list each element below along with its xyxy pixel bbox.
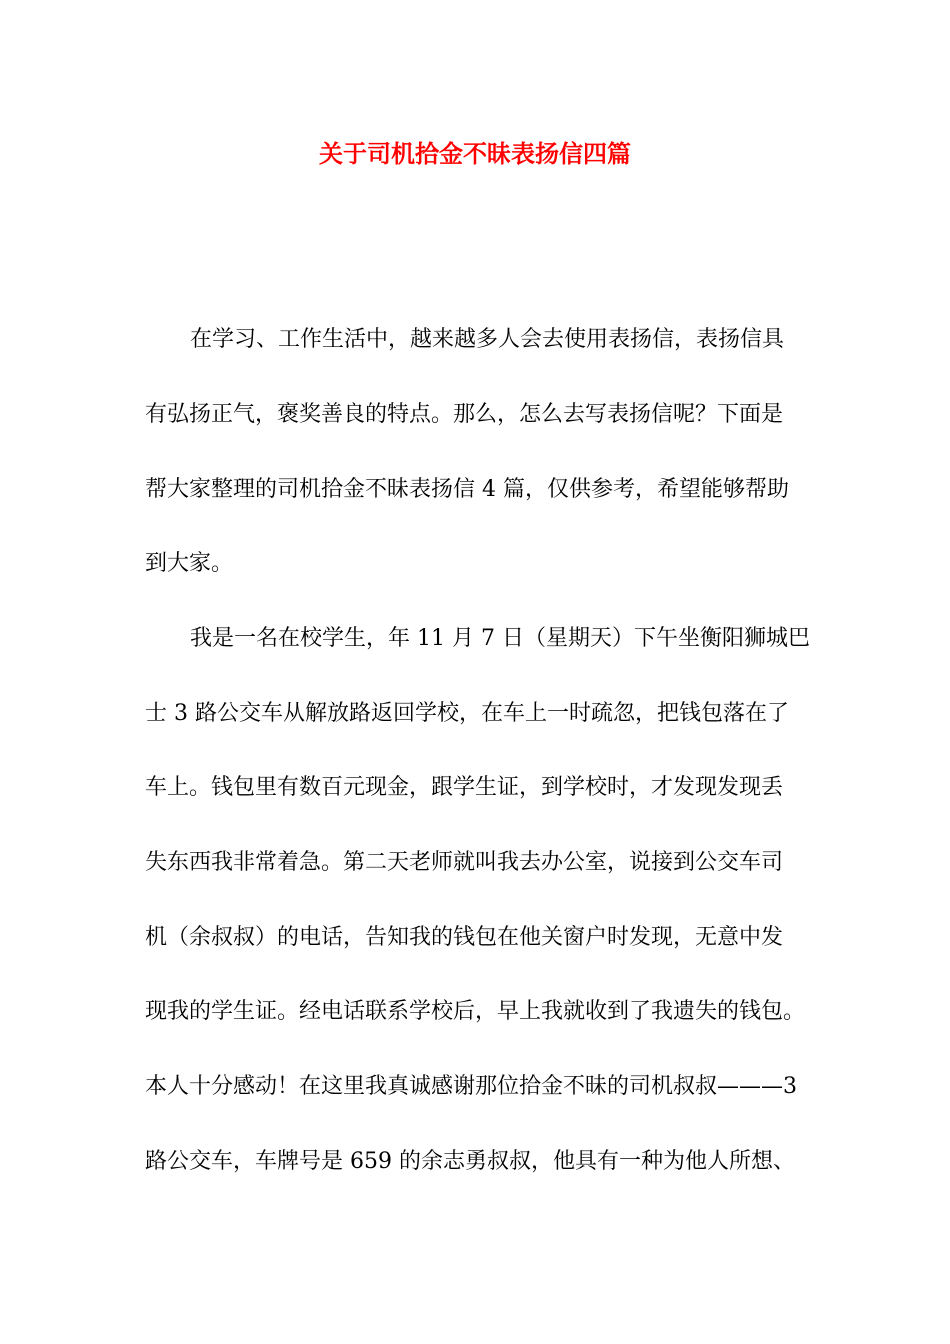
paragraph-line-9: 机（余叔叔）的电话，告知我的钱包在他关窗户时发现，无意中发 bbox=[145, 925, 784, 950]
paragraph-line-11: 本人十分感动！在这里我真诚感谢那位拾金不昧的司机叔叔———3 bbox=[145, 1074, 797, 1099]
paragraph-line-6: 士 3 路公交车从解放路返回学校，在车上一时疏忽，把钱包落在了 bbox=[145, 701, 789, 726]
paragraph-line-4: 到大家。 bbox=[145, 551, 234, 576]
paragraph-line-12: 路公交车，车牌号是 659 的余志勇叔叔，他具有一种为他人所想、 bbox=[145, 1149, 795, 1174]
paragraph-line-7: 车上。钱包里有数百元现金，跟学生证，到学校时，才发现发现丢 bbox=[145, 775, 784, 800]
paragraph-line-10: 现我的学生证。经电话联系学校后，早上我就收到了我遗失的钱包。 bbox=[145, 999, 806, 1024]
paragraph-line-8: 失东西我非常着急。第二天老师就叫我去办公室，说接到公交车司 bbox=[145, 850, 784, 875]
paragraph-line-1: 在学习、工作生活中，越来越多人会去使用表扬信，表扬信具 bbox=[190, 327, 785, 352]
paragraph-line-3: 帮大家整理的司机拾金不昧表扬信 4 篇，仅供参考，希望能够帮助 bbox=[145, 477, 789, 502]
paragraph-line-5: 我是一名在校学生，年 11 月 7 日（星期天）下午坐衡阳狮城巴 bbox=[190, 626, 810, 651]
paragraph-line-2: 有弘扬正气，褒奖善良的特点。那么，怎么去写表扬信呢？下面是 bbox=[145, 402, 784, 427]
document-title: 关于司机拾金不昧表扬信四篇 bbox=[319, 140, 631, 168]
